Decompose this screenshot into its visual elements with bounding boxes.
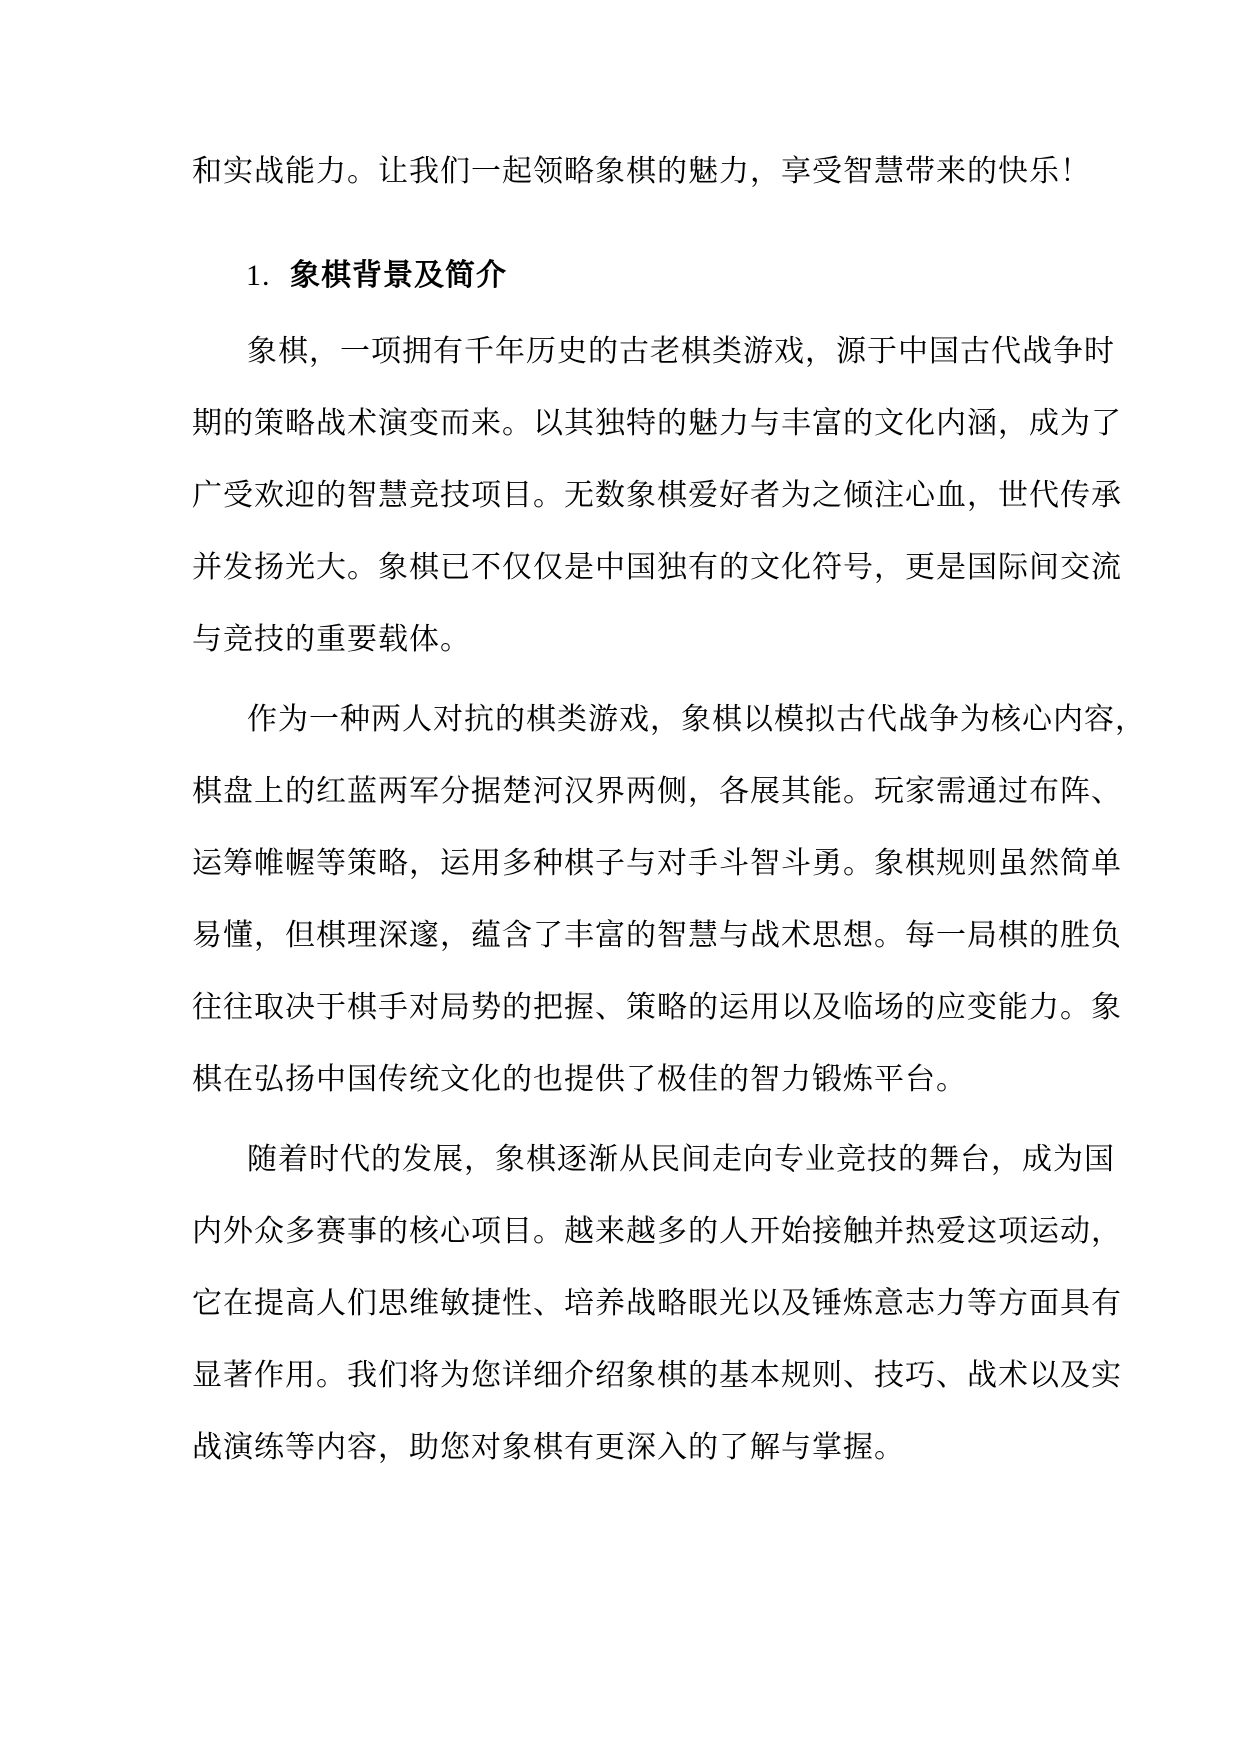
opening-line: 和实战能力。让我们一起领略象棋的魅力，享受智慧带来的快乐！ bbox=[192, 154, 1091, 189]
paragraph-line: 显著作用。我们将为您详细介绍象棋的基本规则、技巧、战术以及实 bbox=[192, 1358, 1122, 1393]
section-number: 1. bbox=[246, 259, 271, 292]
paragraph-line: 随着时代的发展，象棋逐渐从民间走向专业竞技的舞台，成为国 bbox=[247, 1142, 1115, 1177]
paragraph-line: 易懂，但棋理深邃，蕴含了丰富的智慧与战术思想。每一局棋的胜负 bbox=[192, 918, 1122, 953]
paragraph-line: 棋在弘扬中国传统文化的也提供了极佳的智力锻炼平台。 bbox=[192, 1062, 967, 1097]
paragraph-line: 期的策略战术演变而来。以其独特的魅力与丰富的文化内涵，成为了 bbox=[192, 406, 1122, 441]
paragraph-line: 它在提高人们思维敏捷性、培养战略眼光以及锤炼意志力等方面具有 bbox=[192, 1286, 1122, 1321]
paragraph-line: 棋盘上的红蓝两军分据楚河汉界两侧，各展其能。玩家需通过布阵、 bbox=[192, 774, 1122, 809]
section-title: 象棋背景及简介 bbox=[290, 258, 507, 293]
paragraph-line: 内外众多赛事的核心项目。越来越多的人开始接触并热爱这项运动， bbox=[192, 1214, 1122, 1249]
paragraph-line: 往往取决于棋手对局势的把握、策略的运用以及临场的应变能力。象 bbox=[192, 990, 1122, 1025]
section-heading bbox=[246, 256, 507, 296]
paragraph-line: 广受欢迎的智慧竞技项目。无数象棋爱好者为之倾注心血，世代传承 bbox=[192, 478, 1122, 513]
paragraph-line: 并发扬光大。象棋已不仅仅是中国独有的文化符号，更是国际间交流 bbox=[192, 550, 1122, 585]
paragraph-line: 作为一种两人对抗的棋类游戏，象棋以模拟古代战争为核心内容， bbox=[247, 702, 1146, 737]
paragraph-line: 运筹帷幄等策略，运用多种棋子与对手斗智斗勇。象棋规则虽然简单 bbox=[192, 846, 1122, 881]
paragraph-line: 象棋，一项拥有千年历史的古老棋类游戏，源于中国古代战争时 bbox=[247, 334, 1115, 369]
paragraph-line: 战演练等内容，助您对象棋有更深入的了解与掌握。 bbox=[192, 1430, 905, 1465]
paragraph-line: 与竞技的重要载体。 bbox=[192, 622, 471, 657]
